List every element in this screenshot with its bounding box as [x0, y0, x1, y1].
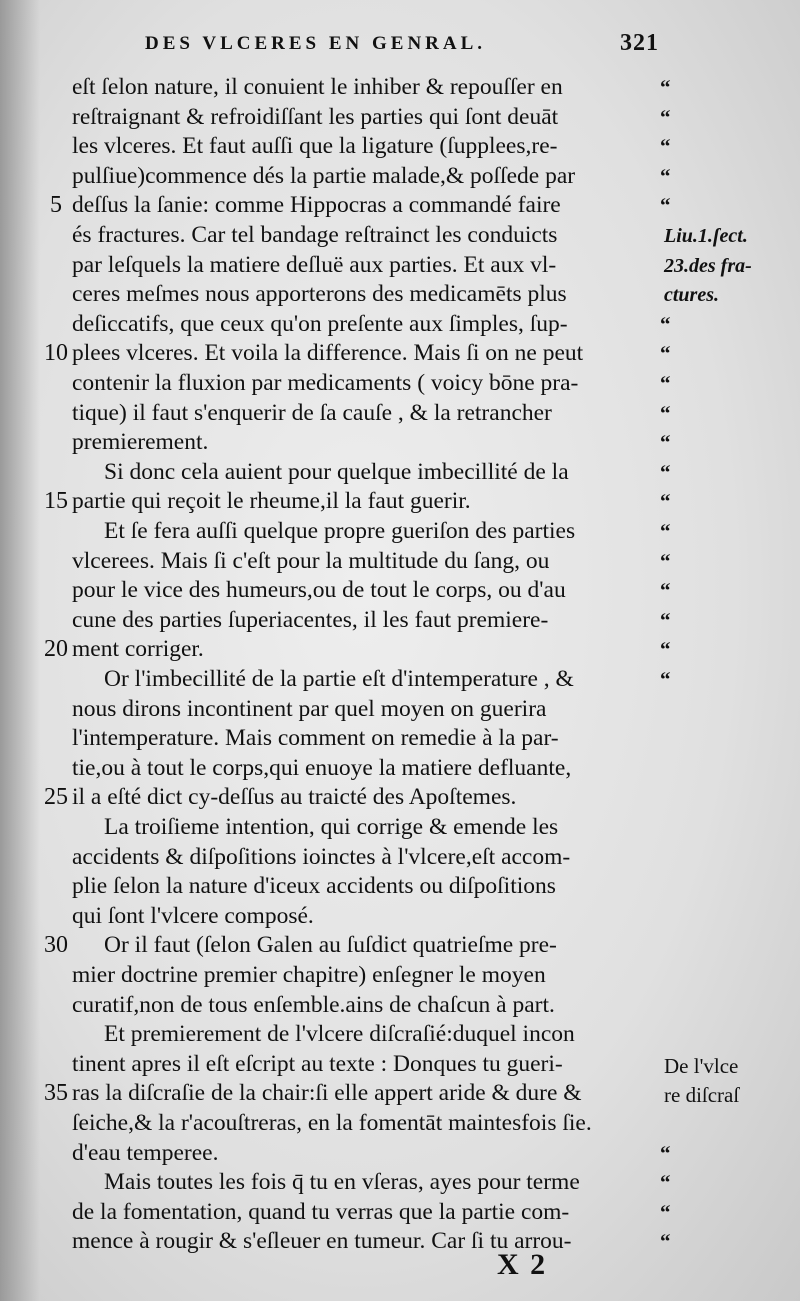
quotation-mark: “	[660, 519, 671, 543]
text-line: Or l'imbecillité de la partie eſt d'intemperature , &	[104, 666, 574, 692]
text-line: és fractures. Car tel bandage reſtrainct les conduicts	[72, 222, 558, 248]
text-line: plie ſelon la nature d'iceux accidents ou diſpoſitions	[72, 873, 556, 900]
margin-note: De l'vlce	[664, 1053, 739, 1078]
quotation-mark: “	[660, 430, 671, 455]
text-line: vlcerees. Mais ſi c'eſt pour la multitude du ſang, ou	[72, 547, 550, 574]
margin-note: 23.des fra-	[664, 254, 752, 277]
text-line: cune des parties ſuperiacentes, il les faut premiere-	[72, 606, 549, 633]
quotation-mark: “	[660, 163, 671, 188]
text-line: de la fomentation, quand tu verras que la partie com-	[72, 1198, 570, 1225]
text-line: Et premierement de l'vlcere diſcraſié:duquel incon	[104, 1021, 575, 1048]
page-binding-shadow	[0, 0, 40, 1301]
text-line: il a eſté dict cy-deſſus au traicté des Apoſtemes.	[72, 784, 517, 811]
quotation-mark: “	[660, 311, 671, 336]
text-line: ſeiche,& la r'acouſtreras, en la fomentāt maintesfois ſie.	[72, 1110, 592, 1136]
line-number: 5	[50, 192, 62, 219]
text-line: mier doctrine premier chapitre) enſegner le moyen	[72, 962, 546, 988]
quotation-mark: “	[660, 193, 671, 218]
text-line: La troiſieme intention, qui corrige & emende les	[104, 814, 559, 840]
margin-note: re diſcraſ	[664, 1083, 740, 1108]
text-line: ras la diſcraſie de la chair:ſi elle appert aride & dure &	[72, 1080, 582, 1107]
quotation-mark: “	[660, 400, 671, 425]
text-line: mence à rougir & s'eſleuer en tumeur. Car ſi tu arrou-	[72, 1228, 572, 1255]
text-line: deſſus la ſanie: comme Hippocras a commandé faire	[72, 192, 561, 219]
line-number: 10	[44, 340, 68, 367]
quotation-mark: “	[660, 1229, 671, 1254]
line-number: 30	[44, 932, 68, 959]
quotation-mark: “	[660, 75, 671, 99]
quotation-mark: “	[660, 578, 671, 603]
quotation-mark: “	[660, 371, 671, 395]
text-line: d'eau temperee.	[72, 1139, 219, 1166]
text-line: reſtraignant & refroidiſſant les parties qui ſont deuāt	[72, 103, 559, 130]
text-line: les vlceres. Et faut auſſi que la ligature (ſupplees,re-	[72, 133, 558, 160]
text-line: ceres meſmes nous apporterons des medicamēts plus	[72, 281, 567, 308]
quotation-mark: “	[660, 637, 671, 662]
quotation-mark: “	[660, 341, 671, 366]
page-number: 321	[620, 30, 659, 56]
text-line: tique) il faut s'enquerir de ſa cauſe , & la retrancher	[72, 399, 552, 426]
text-line: Si donc cela auient pour quelque imbecillité de la	[104, 458, 569, 485]
text-line: Or il faut (ſelon Galen au ſuſdict quatrieſme pre-	[104, 932, 557, 959]
margin-note: Liu.1.ſect.	[664, 225, 748, 247]
signature-mark: X 2	[497, 1248, 548, 1281]
running-header: DES VLCERES EN GENRAL.	[145, 33, 487, 54]
text-line: qui ſont l'vlcere composé.	[72, 902, 314, 929]
margin-note: ctures.	[664, 284, 719, 307]
text-line: curatif,non de tous enſemble.ains de chaſcun à part.	[72, 991, 555, 1018]
quotation-mark: “	[660, 459, 671, 484]
text-line: ment corriger.	[72, 636, 204, 663]
text-line: partie qui reçoit le rheume,il la faut guerir.	[72, 488, 471, 515]
text-line: premierement.	[72, 429, 209, 456]
text-line: deſiccatifs, que ceux qu'on preſente aux ſimples, ſup-	[72, 310, 568, 337]
line-number: 35	[44, 1080, 68, 1107]
quotation-mark: “	[660, 1170, 671, 1195]
line-number: 25	[44, 784, 68, 811]
line-number: 15	[44, 488, 68, 515]
quotation-mark: “	[660, 134, 671, 159]
text-line: pour le vice des humeurs,ou de tout le corps, ou d'au	[72, 577, 566, 604]
text-line: pulſiue)commence dés la partie malade,& poſſede par	[72, 162, 576, 189]
text-line: tie,ou à tout le corps,qui enuoye la matiere defluante,	[72, 754, 572, 781]
text-line: Et ſe fera auſſi quelque propre gueriſon des parties	[104, 518, 576, 544]
text-line: contenir la fluxion par medicaments ( voicy bōne pra-	[72, 370, 579, 396]
quotation-mark: “	[660, 1140, 671, 1165]
text-line: eſt ſelon nature, il conuient le inhiber & repouſſer en	[72, 74, 563, 100]
text-line: Mais toutes les fois q̄ tu en vſeras, ayes pour terme	[104, 1169, 580, 1196]
text-line: nous dirons incontinent par quel moyen on guerira	[72, 695, 547, 722]
line-number: 20	[44, 636, 68, 663]
quotation-mark: “	[660, 104, 671, 129]
text-line: accidents & diſpoſitions ioinctes à l'vlcere,eſt accom-	[72, 843, 571, 870]
quotation-mark: “	[660, 667, 671, 691]
quotation-mark: “	[660, 548, 671, 573]
text-line: tinent apres il eſt eſcript au texte : Donques tu gueri-	[72, 1050, 563, 1077]
quotation-mark: “	[660, 489, 671, 514]
text-line: plees vlceres. Et voila la difference. Mais ſi on ne peut	[72, 340, 584, 367]
text-line: l'intemperature. Mais comment on remedie à la par-	[72, 725, 559, 752]
quotation-mark: “	[660, 607, 671, 632]
text-line: par leſquels la matiere deſluë aux parties. Et aux vl-	[72, 251, 557, 278]
quotation-mark: “	[660, 1199, 671, 1224]
